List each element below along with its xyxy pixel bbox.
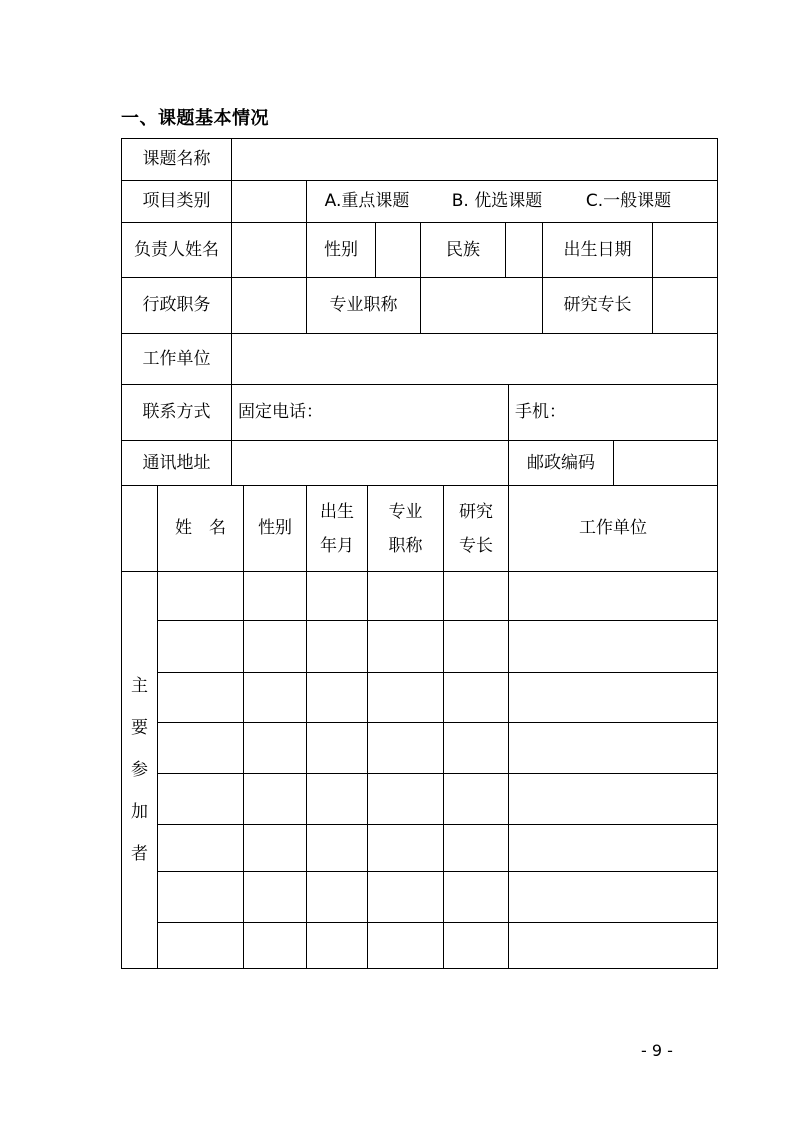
leader-name-label: 负责人姓名 xyxy=(134,239,219,260)
participant-birth-header-line2: 年月 xyxy=(320,535,354,556)
professional-title-label: 专业职称 xyxy=(329,295,398,316)
table-rule xyxy=(157,773,718,774)
topic-name-label: 课题名称 xyxy=(142,149,211,170)
table-rule xyxy=(121,968,718,969)
contact-label: 联系方式 xyxy=(142,402,211,423)
participant-specialty-header xyxy=(444,486,508,571)
participant-birth-header-line1: 出生 xyxy=(320,501,354,522)
participant-specialty-header-line1: 研究 xyxy=(459,501,493,522)
category-option-a[interactable]: A.重点课题 xyxy=(324,191,410,212)
side-label-char: 者 xyxy=(131,844,148,864)
table-rule xyxy=(157,620,718,621)
participants-side-label xyxy=(122,572,157,968)
side-label-char: 主 xyxy=(131,676,148,696)
participant-name-header: 姓 名 xyxy=(175,518,226,539)
work-unit-label: 工作单位 xyxy=(142,348,211,369)
table-rule xyxy=(157,672,718,673)
birth-date-field[interactable] xyxy=(653,223,717,277)
research-specialty-label: 研究专长 xyxy=(563,295,632,316)
address-field[interactable] xyxy=(232,441,508,485)
participant-title-header-line2: 职称 xyxy=(388,535,423,556)
section-title: 一、课题基本情况 xyxy=(121,108,269,129)
table-rule xyxy=(717,138,718,969)
participant-birth-header xyxy=(307,486,367,571)
side-label-char: 加 xyxy=(131,802,148,822)
participant-title-header xyxy=(368,486,443,571)
participant-work-unit-header: 工作单位 xyxy=(579,518,647,539)
participant-gender-header: 性别 xyxy=(258,518,292,539)
postcode-field[interactable] xyxy=(614,441,717,485)
admin-position-label: 行政职务 xyxy=(142,295,211,316)
leader-name-field[interactable] xyxy=(232,223,306,277)
ethnicity-field[interactable] xyxy=(506,223,542,277)
work-unit-field[interactable] xyxy=(232,334,717,384)
category-option-c[interactable]: C.一般课题 xyxy=(585,191,672,212)
gender-label: 性别 xyxy=(324,239,358,260)
professional-title-field[interactable] xyxy=(421,278,542,333)
table-rule xyxy=(157,871,718,872)
ethnicity-label: 民族 xyxy=(446,239,480,260)
table-rule xyxy=(157,922,718,923)
research-specialty-field[interactable] xyxy=(653,278,717,333)
admin-position-field[interactable] xyxy=(232,278,306,333)
address-label: 通讯地址 xyxy=(142,452,211,473)
topic-name-field[interactable] xyxy=(232,139,717,180)
participant-title-header-line1: 专业 xyxy=(388,501,423,522)
category-label: 项目类别 xyxy=(142,191,211,212)
landline-field[interactable]: 固定电话： xyxy=(238,402,323,423)
page-number: - 9 - xyxy=(641,1041,673,1060)
table-rule xyxy=(157,824,718,825)
gender-field[interactable] xyxy=(376,223,420,277)
table-rule xyxy=(157,722,718,723)
birth-date-label: 出生日期 xyxy=(563,239,632,260)
side-label-char: 参 xyxy=(131,760,148,780)
side-label-char: 要 xyxy=(131,718,148,738)
table-rule xyxy=(121,571,718,572)
category-field[interactable] xyxy=(232,181,306,222)
category-option-b[interactable]: B. 优选课题 xyxy=(451,191,543,212)
mobile-field[interactable]: 手机： xyxy=(515,402,566,423)
postcode-label: 邮政编码 xyxy=(527,452,595,473)
participant-specialty-header-line2: 专长 xyxy=(459,535,493,556)
